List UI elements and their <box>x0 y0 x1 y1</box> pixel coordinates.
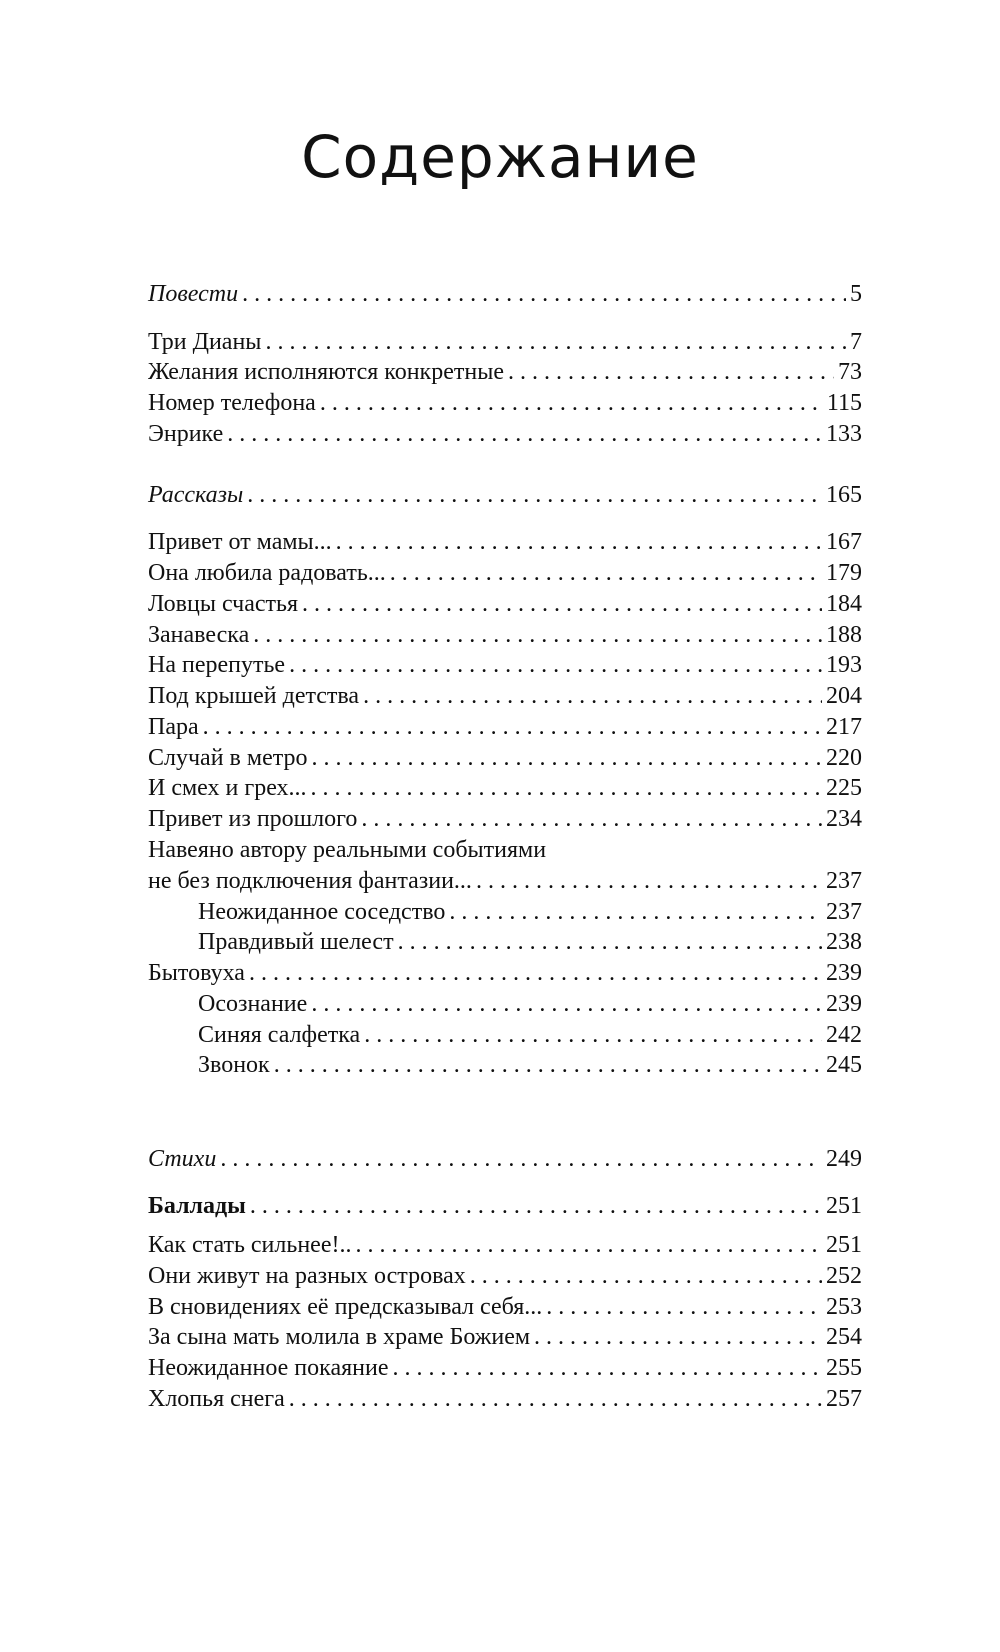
leader-dots <box>534 1322 822 1352</box>
leader-dots <box>250 1191 822 1221</box>
toc-entry-page: 237 <box>826 868 862 894</box>
toc-section-rasskazy[interactable] <box>148 480 862 510</box>
toc-entry-label: Привет из прошлого <box>148 806 358 832</box>
toc-entry-page: 225 <box>826 775 862 801</box>
leader-dots <box>203 712 822 742</box>
toc-entry[interactable] <box>148 620 862 650</box>
leader-dots <box>390 558 822 588</box>
toc-entry-label: Как стать сильнее!.. <box>148 1232 352 1258</box>
toc-entry-label: Звонок <box>198 1052 270 1078</box>
toc-entry-page: 115 <box>826 390 862 416</box>
toc-entry[interactable] <box>148 773 862 803</box>
leader-dots <box>289 1384 822 1414</box>
toc-entry-page: 204 <box>826 683 862 709</box>
toc-subentry[interactable] <box>198 1020 862 1050</box>
toc-entry-page: 251 <box>826 1232 862 1258</box>
toc-subentry[interactable] <box>198 989 862 1019</box>
toc-section-ballady[interactable] <box>148 1191 862 1221</box>
toc-entry-label: Энрике <box>148 421 224 447</box>
toc-entry-page: 73 <box>838 359 862 385</box>
toc-entry[interactable] <box>148 1384 862 1414</box>
toc-entry[interactable] <box>148 866 862 896</box>
toc-entry-label: Синяя салфетка <box>198 1022 361 1048</box>
toc-entry-label: Осознание <box>198 991 308 1017</box>
leader-dots <box>312 743 822 773</box>
toc-entry-page: 252 <box>826 1263 862 1289</box>
toc-entry-page: 193 <box>826 652 862 678</box>
toc-entry-label: На перепутье <box>148 652 286 678</box>
toc-entry-page: 188 <box>826 622 862 648</box>
leader-dots <box>336 527 822 557</box>
toc-section-stikhi[interactable] <box>148 1144 862 1174</box>
toc-entry-label: Случай в метро <box>148 745 308 771</box>
toc-entry-page: 7 <box>850 329 862 355</box>
leader-dots <box>546 1292 822 1322</box>
toc-entry-page: 254 <box>826 1324 862 1350</box>
toc-entry[interactable] <box>148 743 862 773</box>
toc-entry[interactable] <box>148 327 862 357</box>
toc-entry-label: Три Дианы <box>148 329 262 355</box>
leader-dots <box>470 1261 822 1291</box>
leader-dots <box>274 1050 822 1080</box>
leader-dots <box>311 773 822 803</box>
leader-dots <box>289 650 822 680</box>
toc-entry-page: 239 <box>826 960 862 986</box>
toc-subentry[interactable] <box>198 1050 862 1080</box>
leader-dots <box>364 1020 822 1050</box>
leader-dots <box>392 1353 822 1383</box>
toc-entry-label: Хлопья снега <box>148 1386 285 1412</box>
leader-dots <box>302 589 822 619</box>
toc-entry[interactable] <box>148 681 862 711</box>
toc-subentry[interactable] <box>198 897 862 927</box>
leader-dots <box>247 480 822 510</box>
leader-dots <box>355 1230 822 1260</box>
toc-entry[interactable] <box>148 958 862 988</box>
leader-dots <box>242 279 846 309</box>
toc-entry-label: Рассказы <box>148 482 244 508</box>
toc-entry[interactable] <box>148 527 862 557</box>
toc-entry[interactable] <box>148 804 862 834</box>
toc-entry-page: 237 <box>826 899 862 925</box>
toc-entry-page: 239 <box>826 991 862 1017</box>
toc-entry-page: 245 <box>826 1052 862 1078</box>
toc-entry-page: 255 <box>826 1355 862 1381</box>
toc-entry-label: Бытовуха <box>148 960 245 986</box>
leader-dots <box>265 327 846 357</box>
toc-entry-label: Под крышей детства <box>148 683 360 709</box>
toc-entry-label: Они живут на разных островах <box>148 1263 466 1289</box>
toc-entry-label: Баллады <box>148 1193 246 1219</box>
toc-entry-page: 242 <box>826 1022 862 1048</box>
toc-subentry[interactable] <box>198 927 862 957</box>
toc-entry-label: В сновидениях её предсказывал себя... <box>148 1294 543 1320</box>
toc-entry-page: 5 <box>850 281 862 307</box>
toc-entry-label: не без подключения фантазии... <box>148 868 472 894</box>
toc-entry-page: 249 <box>826 1146 862 1172</box>
leader-dots <box>320 388 823 418</box>
toc-entry-page: 253 <box>826 1294 862 1320</box>
page-title: Содержание <box>301 123 699 191</box>
toc-entry[interactable] <box>148 589 862 619</box>
toc-entry-page: 217 <box>826 714 862 740</box>
leader-dots <box>311 989 822 1019</box>
toc-entry-label: Желания исполняются конкретные <box>148 359 504 385</box>
toc-entry[interactable] <box>148 357 862 387</box>
toc-entry-label: Неожиданное покаяние <box>148 1355 389 1381</box>
leader-dots <box>227 419 822 449</box>
leader-dots <box>398 927 822 957</box>
toc-entry-page: 257 <box>826 1386 862 1412</box>
toc-entry-line1[interactable] <box>148 835 862 865</box>
toc-entry-label: Неожиданное соседство <box>198 899 446 925</box>
toc-entry-page: 133 <box>826 421 862 447</box>
toc-entry-page: 220 <box>826 745 862 771</box>
toc-entry-label: За сына мать молила в храме Божием <box>148 1324 531 1350</box>
leader-dots <box>253 620 822 650</box>
toc-entry-label: И смех и грех... <box>148 775 307 801</box>
toc-entry[interactable] <box>148 712 862 742</box>
toc-entry[interactable] <box>148 650 862 680</box>
leader-dots <box>220 1144 822 1174</box>
toc-entry-label: Ловцы счастья <box>148 591 298 617</box>
toc-entry-label: Стихи <box>148 1146 217 1172</box>
toc-entry-page: 179 <box>826 560 862 586</box>
toc-entry-label: Номер телефона <box>148 390 316 416</box>
toc-entry-label: Повести <box>148 281 239 307</box>
toc-entry[interactable] <box>148 419 862 449</box>
toc-entry-label: Занавеска <box>148 622 250 648</box>
leader-dots <box>449 897 822 927</box>
toc-entry-page: 184 <box>826 591 862 617</box>
leader-dots <box>249 958 822 988</box>
toc-entry[interactable] <box>148 1230 862 1260</box>
toc-entry[interactable] <box>148 558 862 588</box>
leader-dots <box>476 866 822 896</box>
toc-entry[interactable] <box>148 1261 862 1291</box>
leader-dots <box>363 681 822 711</box>
toc-entry[interactable] <box>148 1292 862 1322</box>
toc-entry-page: 238 <box>826 929 862 955</box>
toc-entry[interactable] <box>148 388 862 418</box>
toc-entry-label: Она любила радовать... <box>148 560 386 586</box>
toc-entry[interactable] <box>148 1353 862 1383</box>
toc-entry-page: 167 <box>826 529 862 555</box>
toc-entry-label: Пара <box>148 714 199 740</box>
toc-section-povesti[interactable] <box>148 279 862 309</box>
toc-entry[interactable] <box>148 1322 862 1352</box>
toc-entry-label: Привет от мамы... <box>148 529 332 555</box>
leader-dots <box>508 357 834 387</box>
toc-entry-page: 251 <box>826 1193 862 1219</box>
leader-dots <box>361 804 822 834</box>
toc-entry-page: 234 <box>826 806 862 832</box>
toc-entry-page: 165 <box>826 482 862 508</box>
toc-entry-label: Навеяно автору реальными событиями <box>148 837 547 863</box>
toc-entry-label: Правдивый шелест <box>198 929 394 955</box>
